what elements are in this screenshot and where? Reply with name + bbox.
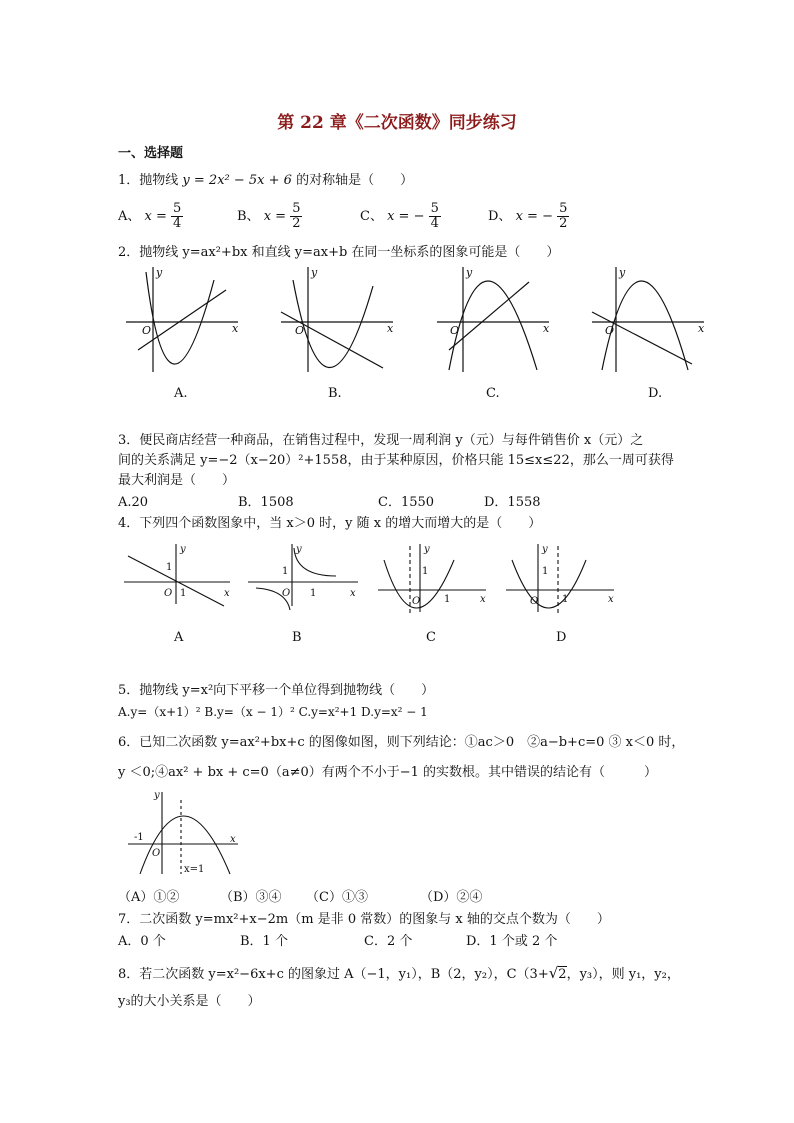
question-6-line-1: 6．已知二次函数 y=ax²+bx+c 的图像如图，则下列结论：①ac＞0 ②a−b+c=0 ③ x＜0 时， [118, 735, 685, 750]
q1-prefix: 1．抛物线 [118, 173, 179, 188]
q4-label-a[interactable]: A [174, 630, 184, 645]
q3-option-a[interactable]: A.20 [118, 495, 149, 510]
axis-label-y: y [311, 266, 318, 279]
question-1-stem [118, 172, 413, 190]
option-sign: − [413, 209, 425, 224]
axis-label-y: y [542, 544, 548, 555]
axis-label-x: x [224, 588, 230, 599]
option-var: x = [263, 209, 287, 224]
q8-text-a: 8．若二次函数 y=x²−6x+c 的图象过 A（−1，y₁），B（2，y₂），C（3+ [118, 967, 549, 982]
q4-label-b[interactable]: B [292, 630, 302, 645]
line [592, 312, 692, 364]
q2-label-a[interactable]: A. [174, 386, 188, 401]
tick-1: 1 [542, 566, 549, 577]
origin-label: O [142, 324, 152, 337]
axis-label-x: x [350, 588, 356, 599]
q2-label-d[interactable]: D. [648, 386, 663, 401]
q6-figure [126, 788, 256, 878]
origin-label: O [530, 596, 539, 607]
tick-1: 1 [282, 566, 289, 577]
tick-1: 1 [444, 594, 451, 605]
tick-1: 1 [562, 594, 569, 605]
axis-label-x: x [543, 322, 550, 335]
sqrt-symbol: √ [548, 964, 559, 982]
parabola [146, 272, 214, 364]
question-3-line-2: 间的关系满足 y=−2（x−20）²+1558，由于某种原因，价格只能 15≤x≤22，那么一周可获得 [118, 453, 674, 468]
tick-1: 1 [310, 588, 317, 599]
q3-option-d[interactable]: D．1558 [484, 495, 541, 510]
q4-graph-b [248, 544, 358, 610]
tick-1: 1 [180, 588, 187, 599]
origin-label: O [164, 588, 173, 599]
q1-option-b[interactable] [237, 202, 302, 231]
q2-graph-d [592, 267, 704, 372]
parabola [293, 280, 373, 368]
option-var: x = [144, 209, 167, 224]
fraction [290, 202, 302, 231]
q5-options[interactable]: A.y=（x+1）² B.y=（x − 1）² C.y=x²+1 D.y=x² − 1 [118, 705, 428, 719]
line [138, 290, 226, 350]
page-title: 第 22 章《二次函数》同步练习 [277, 113, 517, 133]
origin-label: O [450, 324, 460, 337]
q8-text-b: ，y₃），则 y₁，y₂， [566, 967, 680, 982]
q2-graph-c [437, 267, 549, 372]
question-8-line-2: y₃的大小关系是（ ） [118, 994, 261, 1009]
axis-label-x: x [608, 594, 614, 605]
tick-1: 1 [166, 562, 173, 573]
denominator: 2 [559, 216, 568, 231]
q7-option-c[interactable]: C．2 个 [364, 934, 413, 949]
fraction [171, 202, 183, 231]
question-7-stem: 7．二次函数 y=mx²+x−2m（m 是非 0 常数）的图象与 x 轴的交点个数为（ ） [118, 912, 610, 927]
option-var: x = [387, 209, 410, 224]
parabola [602, 281, 688, 370]
symmetry-label: x=1 [184, 864, 205, 875]
q4-label-c[interactable]: C [426, 630, 436, 645]
option-label: B、 [237, 209, 260, 224]
fraction [557, 202, 569, 231]
question-2-stem: 2．抛物线 y=ax²+bx 和直线 y=ax+b 在同一坐标系的图象可能是（ ） [118, 245, 560, 260]
q7-option-a[interactable]: A．0 个 [118, 934, 166, 949]
parabola [449, 281, 537, 370]
denominator: 4 [430, 216, 439, 231]
tick-1: 1 [422, 566, 429, 577]
q4-figures [118, 540, 614, 620]
axis-label-x: x [230, 834, 236, 845]
sqrt-radicand: 2 [558, 967, 567, 982]
q4-label-d[interactable]: D [556, 630, 567, 645]
tick-minus-1: -1 [134, 832, 144, 843]
axis-label-y: y [296, 544, 302, 555]
q7-option-d[interactable]: D．1 个或 2 个 [466, 934, 558, 949]
numerator: 5 [430, 201, 439, 216]
q2-graph-b [281, 267, 393, 372]
numerator: 5 [292, 201, 301, 216]
q6-option-d[interactable]: （D）②④ [420, 890, 483, 905]
axis-label-x: x [698, 322, 705, 335]
origin-label: O [152, 848, 161, 859]
q1-option-a[interactable] [118, 202, 183, 231]
q7-option-b[interactable]: B．1 个 [240, 934, 288, 949]
origin-label: O [295, 324, 305, 337]
origin-label: O [605, 324, 615, 337]
question-3-line-3: 最大利润是（ ） [118, 473, 236, 488]
q4-graph-a [124, 544, 230, 606]
q6-option-a[interactable]: （A）①② [118, 890, 180, 905]
q1-suffix: 的对称轴是（ ） [296, 173, 414, 188]
q3-option-c[interactable]: C．1550 [378, 495, 435, 510]
q2-figures [118, 262, 718, 402]
option-label: C、 [360, 209, 383, 224]
line [281, 312, 383, 368]
question-3-line-1: 3．便民商店经营一种商品，在销售过程中，发现一周利润 y（元）与每件销售价 x（元）之 [118, 433, 644, 448]
question-5-stem: 5．抛物线 y=x²向下平移一个单位得到抛物线（ ） [118, 683, 435, 698]
question-8-line-1 [118, 964, 680, 984]
origin-label: O [412, 596, 421, 607]
axis-label-y: y [156, 266, 163, 279]
q4-graph-d [506, 544, 614, 616]
question-6-line-2: y ＜0;④ax² + bx + c=0（a≠0）有两个不小于−1 的实数根。其中错误的结论有（ ） [118, 765, 658, 780]
parabola [512, 560, 586, 608]
q2-label-c[interactable]: C. [486, 386, 500, 401]
option-label: D、 [488, 209, 512, 224]
numerator: 5 [173, 201, 182, 216]
axis-label-x: x [480, 594, 486, 605]
q3-option-b[interactable]: B．1508 [238, 495, 294, 510]
option-var: x = [515, 209, 538, 224]
axis-label-y: y [154, 790, 160, 801]
fraction [429, 202, 441, 231]
q6-option-b[interactable]: （B）③④ [220, 890, 282, 905]
option-sign: − [542, 209, 553, 224]
numerator: 5 [559, 201, 568, 216]
q2-label-b[interactable]: B. [328, 386, 342, 401]
axis-label-x: x [387, 322, 394, 335]
origin-label: O [282, 588, 291, 599]
q2-graph-a [126, 267, 238, 372]
axis-label-y: y [466, 266, 473, 279]
q1-option-d[interactable] [488, 202, 569, 231]
axis-label-y: y [180, 544, 186, 555]
question-4-stem: 4．下列四个函数图象中，当 x＞0 时，y 随 x 的增大而增大的是（ ） [118, 516, 542, 531]
denominator: 2 [292, 216, 301, 231]
section-heading: 一、选择题 [118, 146, 184, 161]
option-label: A、 [118, 209, 141, 224]
axis-label-y: y [619, 266, 626, 279]
q1-expression: y = 2x² − 5x + 6 [182, 173, 292, 188]
denominator: 4 [173, 216, 182, 231]
axis-label-x: x [232, 322, 239, 335]
q4-graph-c [378, 544, 486, 616]
axis-label-y: y [424, 544, 430, 555]
q1-option-c[interactable] [360, 202, 441, 231]
q6-option-c[interactable]: （C）①③ [306, 890, 368, 905]
